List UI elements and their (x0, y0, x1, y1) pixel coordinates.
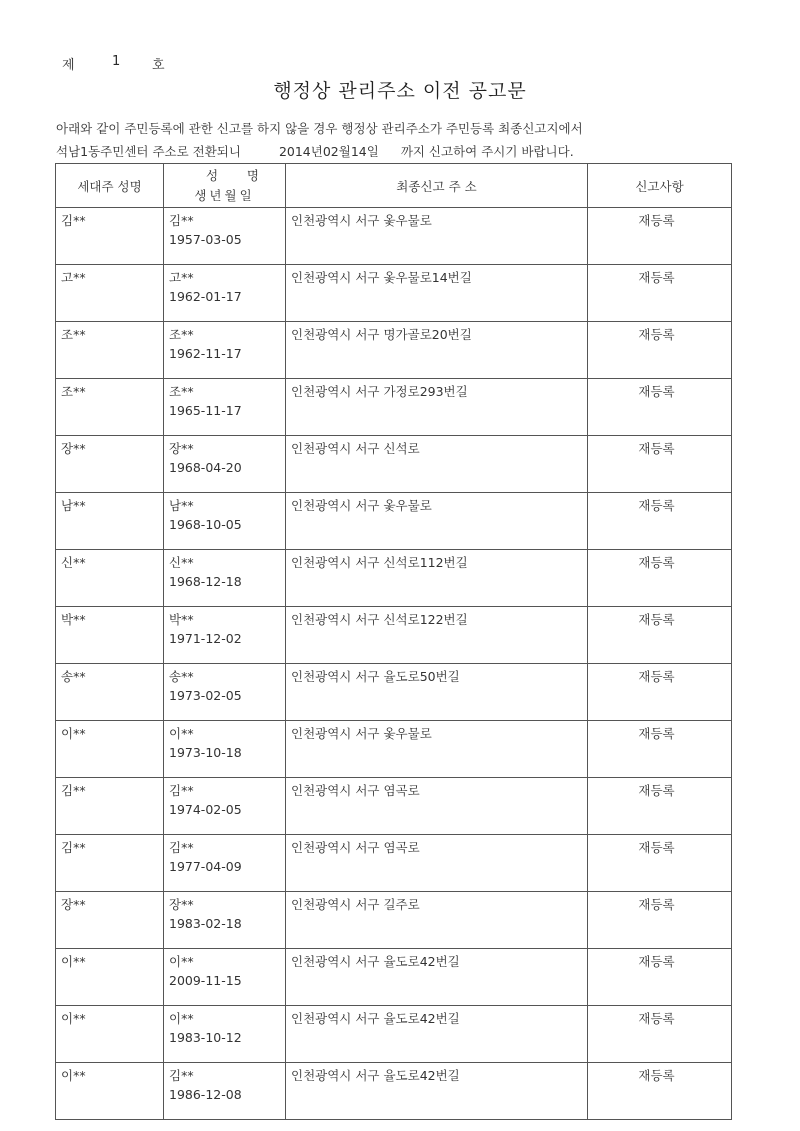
cell-report: 재등록 (588, 322, 732, 379)
cell-name-birth (164, 778, 286, 835)
cell-address: 인천광역시 서구 옻우물로 (286, 208, 588, 265)
cell-name-birth (164, 607, 286, 664)
cell-address: 인천광역시 서구 옻우물로 (286, 721, 588, 778)
table-row (56, 1063, 732, 1120)
cell-birth: 1973-02-05 (169, 688, 242, 703)
cell-name: 이** (169, 726, 194, 741)
cell-name: 남** (169, 498, 194, 513)
cell-householder: 장** (56, 892, 164, 949)
cell-address: 인천광역시 서구 염곡로 (286, 835, 588, 892)
cell-name: 조** (169, 327, 194, 342)
cell-householder: 김** (56, 208, 164, 265)
intro-line-2-prefix: 석남1동주민센터 주소로 전환되니 (56, 144, 241, 159)
table-row (56, 835, 732, 892)
cell-birth: 1983-02-18 (169, 916, 242, 931)
cell-householder: 이** (56, 949, 164, 1006)
document-number (62, 54, 165, 73)
cell-name-birth (164, 208, 286, 265)
doc-number-value: 1 (112, 54, 121, 69)
cell-report: 재등록 (588, 436, 732, 493)
table-header-row (56, 164, 732, 208)
table-row (56, 493, 732, 550)
cell-address: 인천광역시 서구 옻우물로 (286, 493, 588, 550)
table-row (56, 265, 732, 322)
cell-report: 재등록 (588, 835, 732, 892)
deadline-date: 2014년02월14일 (278, 144, 379, 159)
cell-address: 인천광역시 서구 염곡로 (286, 778, 588, 835)
cell-householder: 이** (56, 721, 164, 778)
cell-birth: 1962-01-17 (169, 289, 242, 304)
cell-address: 인천광역시 서구 명가골로20번길 (286, 322, 588, 379)
cell-birth: 1957-03-05 (169, 232, 242, 247)
cell-address: 인천광역시 서구 길주로 (286, 892, 588, 949)
intro-line-1: 아래와 같이 주민등록에 관한 신고를 하지 않을 경우 행정상 관리주소가 주민등록 최종신고지에서 (56, 121, 583, 136)
cell-name: 고** (169, 270, 194, 285)
cell-address: 인천광역시 서구 율도로42번길 (286, 1063, 588, 1120)
table-row (56, 550, 732, 607)
cell-birth: 1974-02-05 (169, 802, 242, 817)
cell-name-birth (164, 664, 286, 721)
cell-name-birth (164, 322, 286, 379)
cell-address: 인천광역시 서구 신석로112번길 (286, 550, 588, 607)
cell-birth: 1968-12-18 (169, 574, 242, 589)
cell-report: 재등록 (588, 208, 732, 265)
cell-name: 조** (169, 384, 194, 399)
header-birth: 생년월일 (194, 187, 255, 203)
cell-name-birth (164, 892, 286, 949)
cell-name-birth (164, 721, 286, 778)
cell-report: 재등록 (588, 949, 732, 1006)
cell-report: 재등록 (588, 265, 732, 322)
table-row (56, 721, 732, 778)
cell-birth: 1965-11-17 (169, 403, 242, 418)
cell-householder: 김** (56, 778, 164, 835)
cell-householder: 송** (56, 664, 164, 721)
table-row (56, 208, 732, 265)
cell-name: 김** (169, 1068, 194, 1083)
intro-line-2-suffix: 까지 신고하여 주시기 바랍니다. (400, 144, 574, 159)
doc-number-suffix: 호 (152, 58, 165, 73)
cell-birth: 1962-11-17 (169, 346, 242, 361)
cell-name: 신** (169, 555, 194, 570)
cell-report: 재등록 (588, 550, 732, 607)
table-row (56, 1006, 732, 1063)
page-title: 행정상 관리주소 이전 공고문 (273, 80, 527, 102)
cell-name: 박** (169, 612, 194, 627)
cell-name-birth (164, 1063, 286, 1120)
cell-report: 재등록 (588, 493, 732, 550)
cell-householder: 이** (56, 1063, 164, 1120)
header-householder: 세대주 성명 (56, 164, 164, 208)
cell-birth: 1986-12-08 (169, 1087, 242, 1102)
cell-report: 재등록 (588, 607, 732, 664)
cell-householder: 신** (56, 550, 164, 607)
cell-birth: 1968-10-05 (169, 517, 242, 532)
notice-table (55, 163, 732, 1120)
cell-householder: 장** (56, 436, 164, 493)
cell-birth: 1977-04-09 (169, 859, 242, 874)
cell-report: 재등록 (588, 778, 732, 835)
table-row (56, 778, 732, 835)
table-row (56, 664, 732, 721)
table-row (56, 436, 732, 493)
cell-name-birth (164, 835, 286, 892)
cell-householder: 조** (56, 379, 164, 436)
cell-name-birth (164, 493, 286, 550)
cell-householder: 남** (56, 493, 164, 550)
cell-report: 재등록 (588, 1006, 732, 1063)
cell-birth: 2009-11-15 (169, 973, 242, 988)
header-report: 신고사항 (588, 164, 732, 208)
header-name-a: 성 (206, 167, 219, 183)
cell-birth: 1968-04-20 (169, 460, 242, 475)
cell-name: 송** (169, 669, 194, 684)
cell-name-birth (164, 949, 286, 1006)
cell-name-birth (164, 379, 286, 436)
cell-name-birth (164, 1006, 286, 1063)
cell-address: 인천광역시 서구 신석로 (286, 436, 588, 493)
cell-name: 이** (169, 954, 194, 969)
cell-report: 재등록 (588, 379, 732, 436)
cell-report: 재등록 (588, 664, 732, 721)
cell-birth: 1971-12-02 (169, 631, 242, 646)
header-name-birth (164, 164, 286, 208)
cell-householder: 김** (56, 835, 164, 892)
cell-address: 인천광역시 서구 율도로42번길 (286, 949, 588, 1006)
cell-name: 김** (169, 783, 194, 798)
table-row (56, 892, 732, 949)
doc-number-prefix: 제 (62, 58, 75, 73)
intro-line-2 (56, 142, 756, 160)
cell-name-birth (164, 550, 286, 607)
table-row (56, 607, 732, 664)
cell-name: 이** (169, 1011, 194, 1026)
header-name-b: 명 (246, 167, 259, 183)
table-row (56, 322, 732, 379)
cell-report: 재등록 (588, 892, 732, 949)
cell-name-birth (164, 436, 286, 493)
cell-householder: 박** (56, 607, 164, 664)
cell-address: 인천광역시 서구 율도로50번길 (286, 664, 588, 721)
cell-address: 인천광역시 서구 신석로122번길 (286, 607, 588, 664)
cell-address: 인천광역시 서구 율도로42번길 (286, 1006, 588, 1063)
table-row (56, 379, 732, 436)
cell-report: 재등록 (588, 1063, 732, 1120)
cell-householder: 고** (56, 265, 164, 322)
cell-name: 김** (169, 213, 194, 228)
cell-address: 인천광역시 서구 옻우물로14번길 (286, 265, 588, 322)
cell-report: 재등록 (588, 721, 732, 778)
cell-name: 장** (169, 441, 194, 456)
header-address: 최종신고 주 소 (286, 164, 588, 208)
cell-address: 인천광역시 서구 가정로293번길 (286, 379, 588, 436)
cell-name: 장** (169, 897, 194, 912)
cell-householder: 이** (56, 1006, 164, 1063)
table-row (56, 949, 732, 1006)
cell-name: 김** (169, 840, 194, 855)
cell-birth: 1973-10-18 (169, 745, 242, 760)
cell-birth: 1983-10-12 (169, 1030, 242, 1045)
cell-name-birth (164, 265, 286, 322)
cell-householder: 조** (56, 322, 164, 379)
